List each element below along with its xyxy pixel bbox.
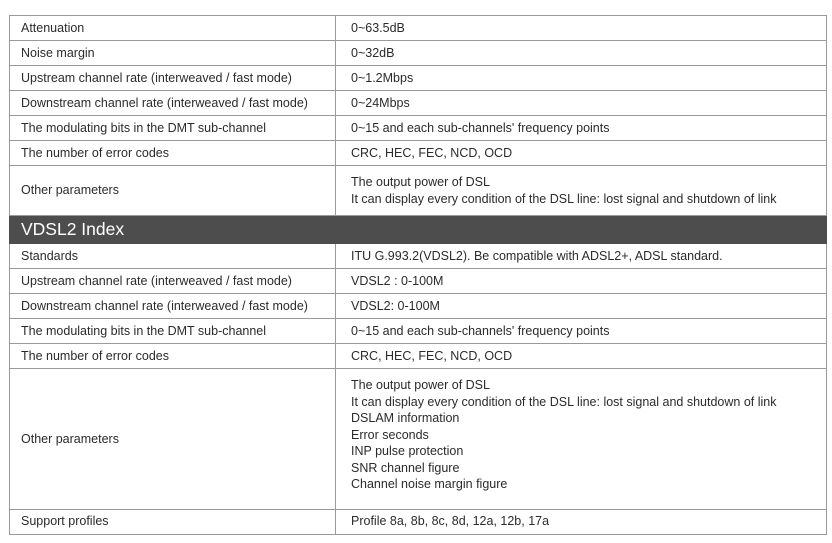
spec-value-line: It can display every condition of the DSL line: lost signal and shutdown of link — [351, 394, 777, 409]
spec-row — [10, 166, 827, 216]
spec-row — [10, 116, 827, 141]
spec-value-line: DSLAM information — [351, 411, 460, 425]
spec-value — [336, 66, 827, 91]
spec-label: Downstream channel rate (interweaved / fast mode) — [10, 91, 336, 116]
spec-value-line: 0~1.2Mbps — [351, 70, 414, 85]
spec-value-line: SNR channel figure — [351, 460, 460, 475]
spec-value-line: ITU G.993.2(VDSL2). Be compatible with ADSL2+, ADSL standard. — [351, 248, 723, 263]
spec-value — [336, 509, 827, 534]
spec-label: Noise margin — [10, 41, 336, 66]
spec-row — [10, 41, 827, 66]
spec-value-line: 0~24Mbps — [351, 95, 410, 110]
spec-value-line: 0~15 and each sub-channels' frequency points — [351, 120, 610, 135]
spec-row — [10, 509, 827, 534]
spec-value-line: 0~32dB — [351, 45, 395, 60]
spec-label: The modulating bits in the DMT sub-channel — [10, 116, 336, 141]
spec-row — [10, 244, 827, 269]
spec-label: Attenuation — [10, 16, 336, 41]
spec-value — [336, 244, 827, 269]
spec-row — [10, 344, 827, 369]
spec-value-line: Channel noise margin figure — [351, 477, 508, 491]
spec-table-body — [10, 16, 827, 535]
spec-label: Other parameters — [10, 166, 336, 216]
spec-row — [10, 269, 827, 294]
spec-label: The number of error codes — [10, 344, 336, 369]
spec-value-line: Error seconds — [351, 427, 429, 442]
spec-value-line: CRC, HEC, FEC, NCD, OCD — [351, 145, 513, 160]
spec-row — [10, 141, 827, 166]
spec-value-line: INP pulse protection — [351, 444, 464, 458]
spec-value — [336, 41, 827, 66]
spec-value-line: VDSL2: 0-100M — [351, 298, 440, 313]
spec-value-line: The output power of DSL — [351, 378, 490, 392]
spec-label: The modulating bits in the DMT sub-channel — [10, 319, 336, 344]
spec-value — [336, 269, 827, 294]
spec-label: Upstream channel rate (interweaved / fast mode) — [10, 269, 336, 294]
spec-table — [9, 15, 827, 535]
spec-value-line: Profile 8a, 8b, 8c, 8d, 12a, 12b, 17a — [351, 514, 550, 529]
section-title: VDSL2 Index — [10, 216, 827, 244]
spec-value — [336, 141, 827, 166]
spec-row — [10, 16, 827, 41]
spec-row — [10, 369, 827, 510]
spec-label: Downstream channel rate (interweaved / fast mode) — [10, 294, 336, 319]
spec-label: Upstream channel rate (interweaved / fast mode) — [10, 66, 336, 91]
spec-value — [336, 116, 827, 141]
spec-value — [336, 344, 827, 369]
spec-row — [10, 66, 827, 91]
spec-value — [336, 369, 827, 510]
spec-value — [336, 91, 827, 116]
spec-value — [336, 166, 827, 216]
spec-value — [336, 16, 827, 41]
spec-row — [10, 294, 827, 319]
spec-label: The number of error codes — [10, 141, 336, 166]
spec-value-line: VDSL2 : 0-100M — [351, 273, 444, 288]
spec-label: Support profiles — [10, 509, 336, 534]
section-header — [10, 216, 827, 244]
spec-value-line: CRC, HEC, FEC, NCD, OCD — [351, 348, 513, 363]
spec-row — [10, 91, 827, 116]
spec-value-line: It can display every condition of the DSL line: lost signal and shutdown of link — [351, 191, 777, 206]
spec-label: Standards — [10, 244, 336, 269]
spec-value-line: The output power of DSL — [351, 175, 490, 189]
spec-value — [336, 294, 827, 319]
spec-value — [336, 319, 827, 344]
spec-row — [10, 319, 827, 344]
spec-label: Other parameters — [10, 369, 336, 510]
spec-value-line: 0~15 and each sub-channels' frequency points — [351, 323, 610, 338]
spec-value-line: 0~63.5dB — [351, 20, 405, 35]
